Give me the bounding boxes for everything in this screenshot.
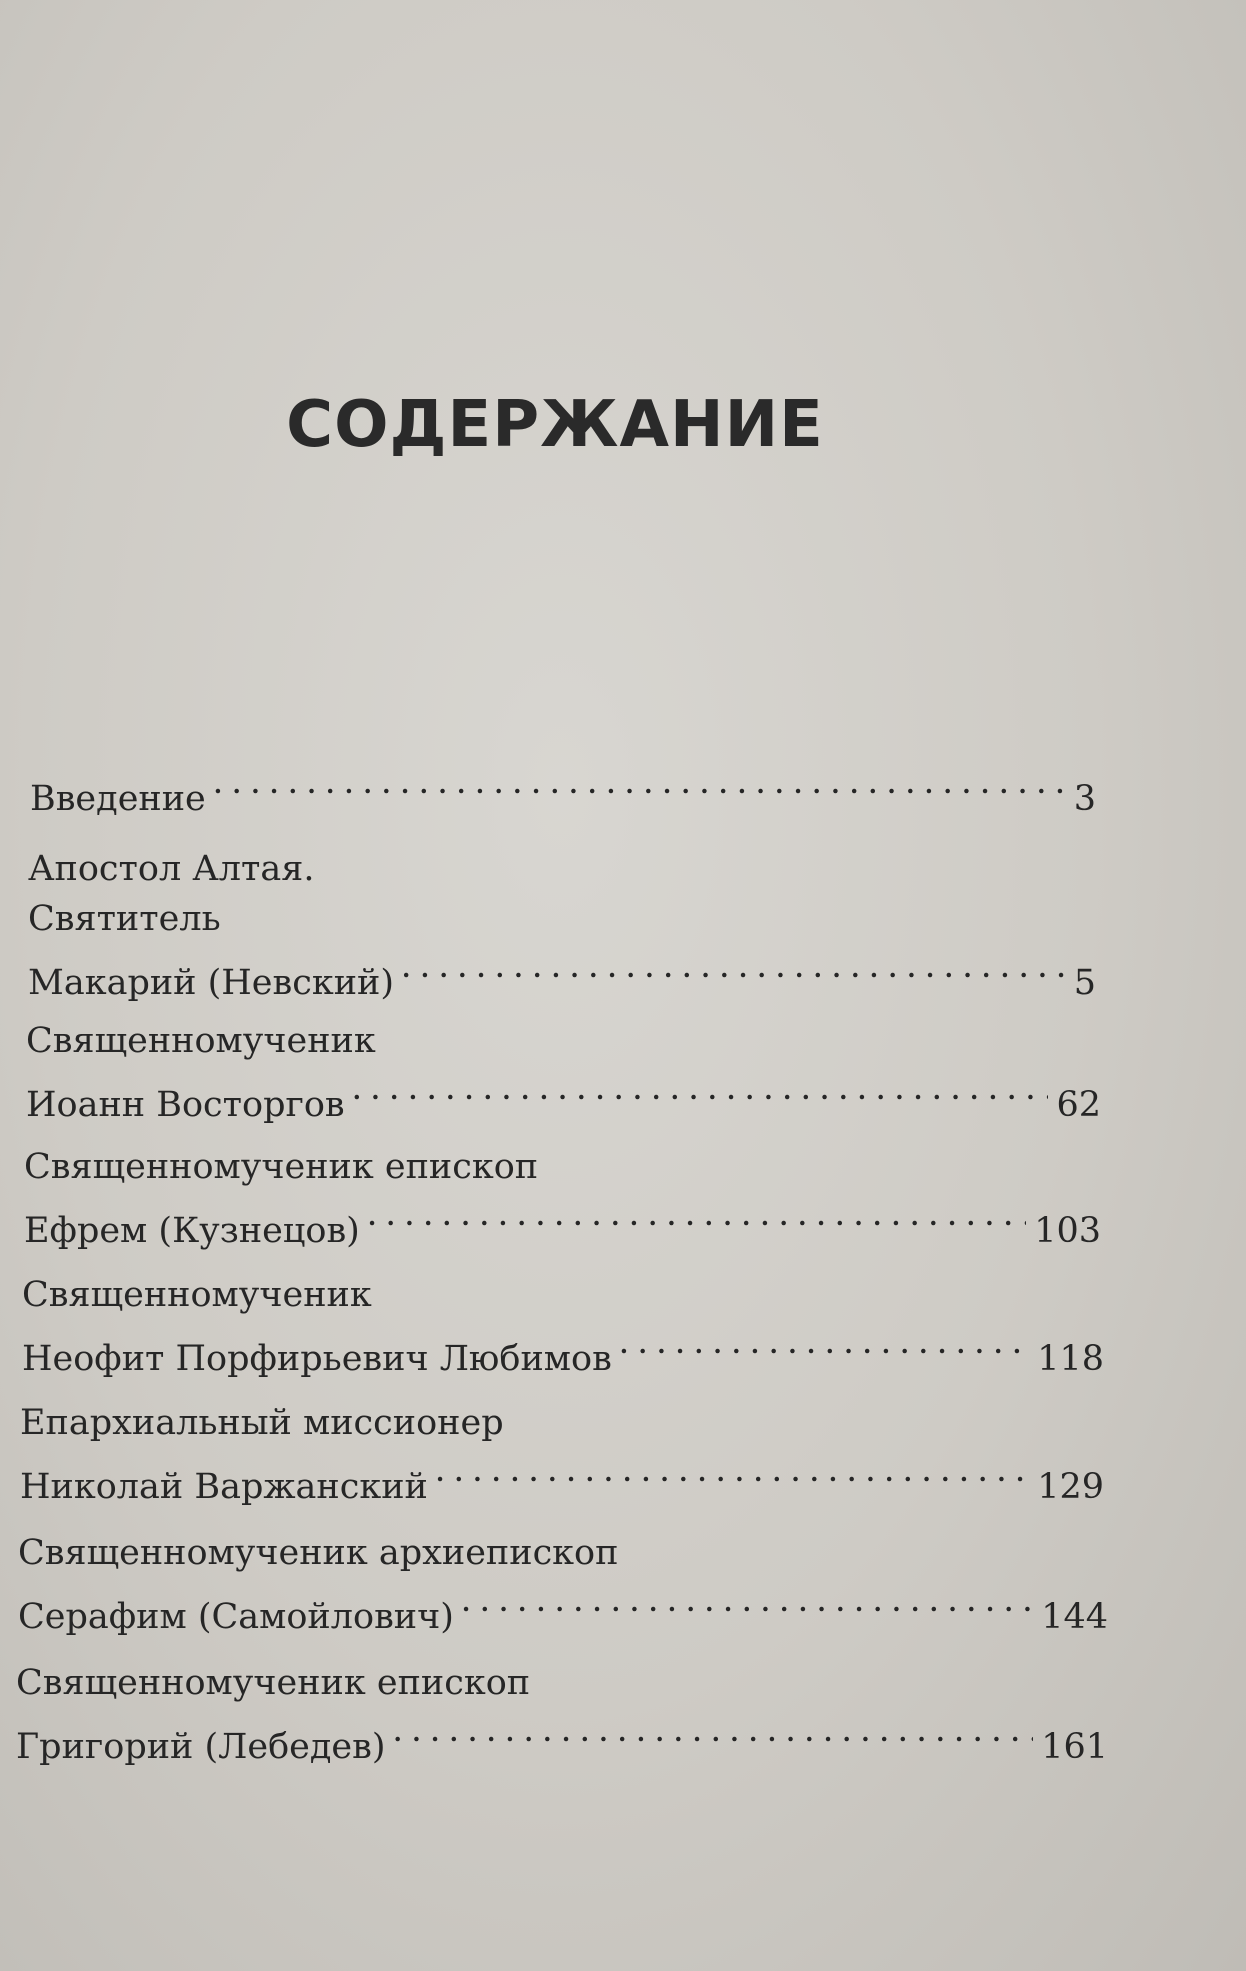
toc-entry <box>24 1142 1101 1251</box>
dot-leader <box>620 1320 1029 1370</box>
toc-page-number: 103 <box>1034 1211 1101 1251</box>
toc-page-number: 129 <box>1037 1467 1104 1507</box>
toc-page-number: 144 <box>1041 1597 1108 1637</box>
page-title: СОДЕРЖАНИЕ <box>286 388 824 462</box>
toc-page-number: 5 <box>1073 963 1096 1003</box>
toc-entry <box>18 1528 1108 1637</box>
dot-leader <box>462 1578 1033 1628</box>
toc-entry-title: Николай Варжанский <box>20 1467 428 1507</box>
toc-entry <box>22 1270 1104 1379</box>
toc-entry <box>28 844 1096 1003</box>
toc-entry-line: Священномученик епископ <box>24 1147 539 1187</box>
toc-entry-title: Иоанн Восторгов <box>26 1085 345 1125</box>
toc-page-number: 118 <box>1037 1339 1104 1379</box>
toc-entry-title: Введение <box>30 779 206 819</box>
toc-entry-line: Священномученик архиепископ <box>18 1533 619 1573</box>
dot-leader <box>436 1448 1029 1498</box>
dot-leader <box>214 760 1066 810</box>
toc-entry <box>20 1398 1104 1507</box>
toc-entry-line: Епархиальный миссионер <box>20 1403 504 1443</box>
dot-leader <box>368 1192 1026 1242</box>
toc-entry-title: Неофит Порфирьевич Любимов <box>22 1339 612 1379</box>
toc-entry-line: Апостол Алтая. <box>28 849 315 889</box>
toc-entry-title: Макарий (Невский) <box>28 963 395 1003</box>
toc-page-number: 62 <box>1056 1085 1101 1125</box>
toc-entry-title: Серафим (Самойлович) <box>18 1597 454 1637</box>
toc-entry-title: Григорий (Лебедев) <box>16 1727 386 1767</box>
toc-entry-line: Священномученик епископ <box>16 1663 531 1703</box>
toc-entry-title: Ефрем (Кузнецов) <box>24 1211 360 1251</box>
toc-entry-line: Священномученик <box>26 1021 376 1061</box>
dot-leader <box>402 944 1066 994</box>
dot-leader <box>393 1708 1033 1758</box>
toc-entry-line: Святитель <box>28 899 221 939</box>
toc-entry-line: Священномученик <box>22 1275 372 1315</box>
toc-page-number: 161 <box>1041 1727 1108 1767</box>
toc-entry <box>16 1658 1108 1767</box>
toc-page-number: 3 <box>1073 779 1096 819</box>
dot-leader <box>353 1066 1049 1116</box>
toc-entry <box>30 760 1096 819</box>
toc-entry <box>26 1016 1101 1125</box>
